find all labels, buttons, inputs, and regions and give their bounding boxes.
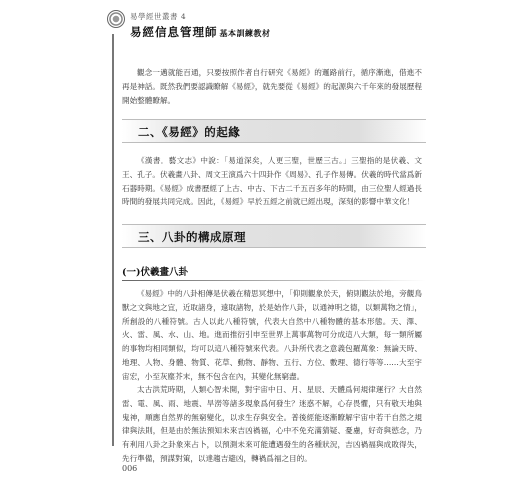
book-title-subtitle: 基本訓練教材 — [219, 28, 271, 38]
section-heading-bagua-text: 三、八卦的構成原理 — [138, 230, 246, 244]
book-title — [130, 24, 271, 40]
subsection-rule — [122, 280, 426, 281]
subsection-heading — [122, 264, 426, 280]
section-heading-bagua — [122, 224, 426, 248]
paragraph-origin: 《漢書．藝文志》中說：「易道深矣，人更三聖，世歷三古。」三聖指的是伏羲、文王、孔子。伏羲畫八卦、周文王演爲六十四卦作《周易》、孔子作易傳。伏羲的時代當爲新石器時期。《易經》成書歷經了上古、中古、下古二千五百多年的時間，由三位聖人經過長時間的發展共同完成。因此，《易經》早於五經之前就已經出現，深刻的影響中華文化！ — [122, 156, 422, 207]
margin-rule — [112, 34, 114, 446]
page-number: 006 — [122, 464, 138, 473]
book-title-main: 易經信息管理師 — [130, 25, 218, 39]
paragraph-history: 太古洪荒時期，人類心智未開，對宇宙中日、月、星辰、天體爲何規律運行？大自然雷、電、風、雨、地震、旱澇等諸多現象爲何發生？迷惑不解，心存畏懼，只有敬天地與鬼神，順應自然界的無窮變化，以求生存與安全。普後經能逐漸瞭解宇宙中若干自然之規律與法則，但是由於無法預知未來吉凶禍福，心中不免充滿猜疑、憂慮，好奇與慾念，乃有利用八卦之卦象來占卜，以預測未來可能遭遇發生的各種狀況，吉凶禍福與成敗得失，先行準備，預謀對策，以達趨吉避凶，轉禍爲福之目的。 — [122, 385, 422, 463]
paragraph-bagua: 《易經》中的八卦相傳是伏羲在精思冥想中，「仰則觀象於天，俯則觀法於地，旁觀鳥獸之文與地之宜，近取諸身，遠取諸物，於是始作八卦，以通神明之德，以類萬物之情」，所創設的八種符號。古人以此八種符號，代表大自然中八種物體的基本形態。天、澤、火、雷、風、水、山、地。進而推衍引申至世界上萬事萬物可分成這八大類，每一類所屬的事物均相同類似，均可以這八種符號來代表。八卦所代表之意義包羅萬象：無論天時、地理、人物、身體、物質、花草、動物、靜物、五行、方位、數理、德行等等……大至宇宙宏，小至灰塵芥末，無不包含在內，其變化無窮盡。 — [122, 289, 422, 381]
paragraph-intro: 觀念一邁就能百通，只要按照作者自行研究《易經》的邏路前行，循序漸進，借進不再是神話。既然我們要認識瞭解《易經》，就先要從《易經》的起源與六千年來的發展歷程開始整體瞭解。 — [122, 68, 422, 105]
series-label: 易學經世叢書 4 — [130, 12, 187, 21]
subsection-heading-text: (一)伏羲畫八卦 — [122, 267, 188, 278]
section-heading-origin — [122, 119, 426, 143]
series-emblem-icon — [107, 10, 125, 28]
section-heading-origin-text: 二、《易經》的起緣 — [138, 125, 241, 139]
